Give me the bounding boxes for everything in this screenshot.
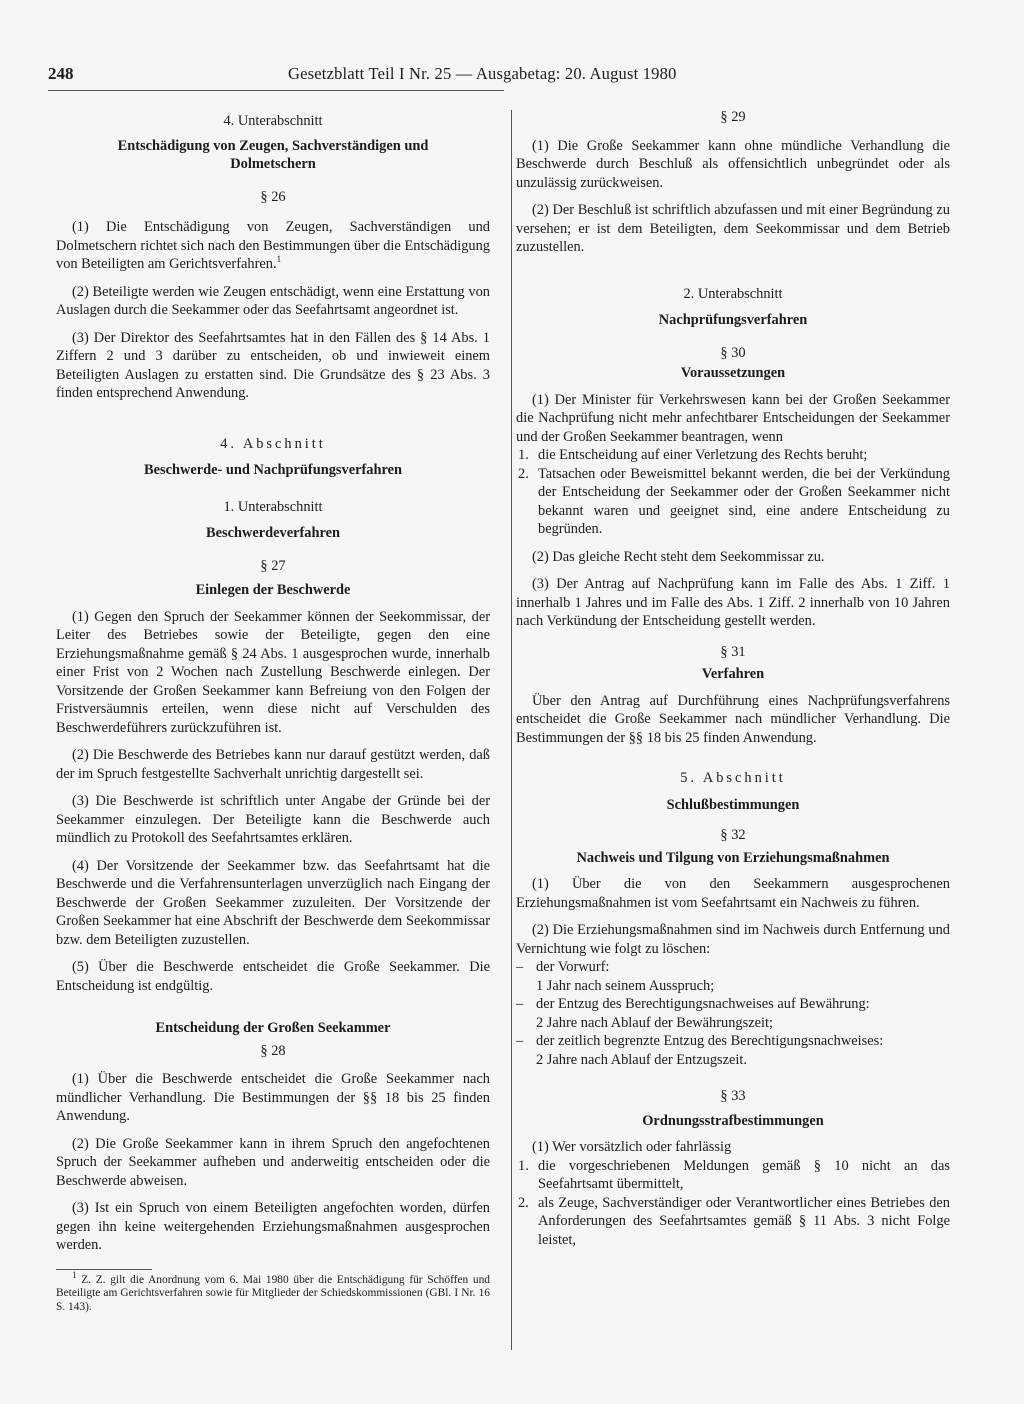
chapter-title: Schlußbestimmungen	[666, 796, 800, 813]
paragraph: (3) Der Direktor des Seefahrtsamtes hat in den Fällen des § 14 Abs. 1 Ziffern 2 und 3 darüber zu entscheiden, ob und inwieweit einem Beteiligten Auslagen zu erstatten sind. Die Grundsätze des § 23 Abs. 3 finden entsprechend Anwendung.	[56, 329, 490, 401]
paragraph: (4) Der Vorsitzende der Seekammer bzw. das Seefahrtsamt hat die Beschwerde und die Verfahrensunterlagen unverzüglich nach Eingang der Beschwerde der Großen Seekammer zuzuleiten. Der Vorsitzende der Großen Seekammer hat eine Abschrift der Beschwerde dem Seekommissar bzw. dem Beteiligten zuzustellen.	[56, 857, 490, 948]
paragraph: (3) Die Beschwerde ist schriftlich unter Angabe der Gründe bei der Seekammer einzulegen. Der Beteiligte kann die Beschwerde auch mündlich zu Protokoll des Seefahrtsamtes erklären.	[56, 793, 490, 846]
page-header	[48, 64, 988, 88]
paragraph: (2) Die Beschwerde des Betriebes kann nur darauf gestützt werden, daß der im Spruch festgestellte Sachverhalt unrichtig dargestellt sei.	[56, 747, 490, 782]
paragraph: (1) Die Entschädigung von Zeugen, Sachverständigen und Dolmetschern richtet sich nach den Bestimmungen über die Entschädigung von Beteiligten am Gerichtsverfahren.$^1$	[56, 219, 490, 272]
chapter-heading: 4. Abschnitt	[220, 435, 326, 452]
numbered-list	[516, 1157, 950, 1250]
footnote: $^1$ Z. Z. gilt die Anordnung vom 6. Mai 1980 über die Entschädigung für Schöffen und Beteiligte am Gerichtsverfahren sowie für Mitglieder der Schiedskommissionen (GBl. I Nr. 16 S. 143).	[56, 1269, 490, 1313]
section-title: Ordnungsstrafbestimmungen	[642, 1112, 824, 1129]
list-item: 1. die Entscheidung auf einer Verletzung des Rechts beruht;	[518, 447, 868, 463]
paragraph: (1) Über die von den Seekammern ausgesprochenen Erziehungsmaßnahmen ist vom Seefahrtsamt ein Nachweis zu führen.	[516, 876, 950, 911]
list-item: – der zeitlich begrenzte Entzug des Berechtigungsnachweises: 2 Jahre nach Ablauf der Entzugszeit.	[516, 1033, 884, 1068]
subsection-title: Beschwerdeverfahren	[205, 525, 340, 541]
paragraph: (1) Gegen den Spruch der Seekammer können der Seekommissar, der Leiter des Betriebes sowie der Beteiligte, gegen den eine Erziehungsmaßnahme gemäß § 24 Abs. 1 ausgesprochen wurde, innerhalb einer Frist von 2 Wochen nach Zustellung Beschwerde einlegen. Der Vorsitzende der Großen Seekammer kann Befreiung von den Folgen der Fristversäumnis erteilen, wenn diese nicht auf Verschulden des Beschwerdeführers zurückzuführen ist.	[56, 608, 490, 736]
list-item: 2. als Zeuge, Sachverständiger oder Verantwortlicher eines Betriebes den Anforderungen des Seefahrtsamtes gemäß § 11 Abs. 3 nicht Folge leistet,	[518, 1194, 950, 1248]
footnote-mark: 1	[72, 1269, 77, 1280]
paragraph: (2) Das gleiche Recht steht dem Seekommissar zu.	[532, 548, 825, 565]
paragraph: (2) Die Erziehungsmaßnahmen sind im Nachweis durch Entfernung und Vernichtung wie folgt zu löschen:	[516, 922, 950, 957]
paragraph: (3) Ist ein Spruch von einem Beteiligten angefochten worden, dürfen gegen ihn keine weitergehenden Erziehungsmaßnahmen ausgesprochen werden.	[56, 1200, 490, 1253]
paragraph: (5) Über die Beschwerde entscheidet die Große Seekammer. Die Entscheidung ist endgültig.	[56, 959, 490, 994]
paragraph: (3) Der Antrag auf Nachprüfung kann im Falle des Abs. 1 Ziff. 1 innerhalb 1 Jahres und im Falle des Abs. 1 Ziff. 2 innerhalb von 10 Jahren nach Verkündung der Entscheidung gestellt werden.	[516, 576, 950, 629]
list-item: 1. die vorgeschriebenen Meldungen gemäß § 10 nicht an das Seefahrtsamt übermittelt,	[518, 1157, 950, 1192]
chapter-heading: 5. Abschnitt	[680, 770, 786, 786]
paragraph: (2) Der Beschluß ist schriftlich abzufassen und mit einer Begründung zu versehen; er ist dem Beteiligten, dem Seekommissar und dem Betrieb zuzustellen.	[516, 202, 950, 255]
section-number: § 27	[260, 557, 286, 574]
section-number: § 30	[720, 344, 746, 361]
dash-list	[516, 958, 950, 1069]
subsection-heading: 4. Unterabschnitt	[223, 113, 323, 129]
section-number: § 29	[720, 109, 746, 125]
list-item: 2. Tatsachen oder Beweismittel bekannt werden, die bei der Verkündung der Entscheidung der Seekammer oder der Großen Seekammer nicht bekannt waren und geeignet sind, eine andere Entscheidung zu begründen.	[518, 465, 950, 537]
paragraph: (1) Über die Beschwerde entscheidet die Große Seekammer nach mündlicher Verhandlung. Die Bestimmungen der §§ 18 bis 25 finden Anwendung.	[56, 1071, 490, 1124]
left-column	[56, 110, 490, 1314]
section-title: Einlegen der Beschwerde	[195, 582, 351, 598]
section-title: Voraussetzungen	[680, 365, 786, 381]
section-number: § 31	[720, 643, 746, 660]
paragraph: (1) Wer vorsätzlich oder fahrlässig	[532, 1139, 732, 1155]
subsection-title: Nachprüfungsverfahren	[658, 312, 808, 328]
section-title: Verfahren	[701, 666, 765, 682]
section-number: § 33	[720, 1088, 746, 1104]
paragraph: (2) Die Große Seekammer kann in ihrem Spruch den angefochtenen Spruch der Seekammer aufheben und anderweitig entscheiden oder die Beschwerde abweisen.	[56, 1135, 490, 1189]
chapter-title: Beschwerde- und Nachprüfungsverfahren	[144, 462, 402, 478]
section-number: § 26	[260, 188, 286, 205]
header-rule	[48, 90, 504, 91]
footnote-rule	[56, 1269, 152, 1270]
section-title: Entscheidung der Großen Seekammer	[155, 1020, 391, 1036]
numbered-list	[516, 446, 950, 539]
subsection-heading: 1. Unterabschnitt	[223, 498, 323, 515]
list-item: – der Entzug des Berechtigungsnachweises auf Bewährung: 2 Jahre nach Ablauf der Bewährungszeit;	[516, 996, 870, 1031]
section-number: § 28	[260, 1042, 286, 1059]
subsection-title: Entschädigung von Zeugen, Sachverständigen und Dolmetschern	[117, 137, 429, 172]
paragraph: Über den Antrag auf Durchführung eines Nachprüfungsverfahrens entscheidet die Große Seekammer nach mündlicher Verhandlung. Die Bestimmungen der §§ 18 bis 25 finden Anwendung.	[516, 692, 950, 746]
paragraph: (2) Beteiligte werden wie Zeugen entschädigt, wenn eine Erstattung von Auslagen durch die Seekammer oder das Seefahrtsamt angeordnet ist.	[56, 283, 490, 318]
page-number: 248	[48, 64, 74, 83]
paragraph: (1) Die Große Seekammer kann ohne mündliche Verhandlung die Beschwerde durch Beschluß als offensichtlich unbegründet oder als unzulässig zurückweisen.	[516, 137, 950, 191]
subsection-heading: 2. Unterabschnitt	[683, 285, 783, 302]
running-head: Gesetzblatt Teil I Nr. 25 — Ausgabetag: 20. August 1980	[288, 64, 677, 83]
right-column	[516, 110, 950, 1249]
footnote-reference: 1	[276, 254, 282, 265]
paragraph: (1) Der Minister für Verkehrswesen kann bei der Großen Seekammer die Nachprüfung nicht mehr anfechtbarer Entscheidungen der Seekammer und der Großen Seekammer beantragen, wenn	[516, 391, 950, 445]
section-number: § 32	[720, 827, 746, 843]
column-divider	[511, 110, 512, 1350]
section-title: Nachweis und Tilgung von Erziehungsmaßnahmen	[576, 849, 890, 866]
list-item: – der Vorwurf: 1 Jahr nach seinem Ausspruch;	[516, 959, 715, 994]
